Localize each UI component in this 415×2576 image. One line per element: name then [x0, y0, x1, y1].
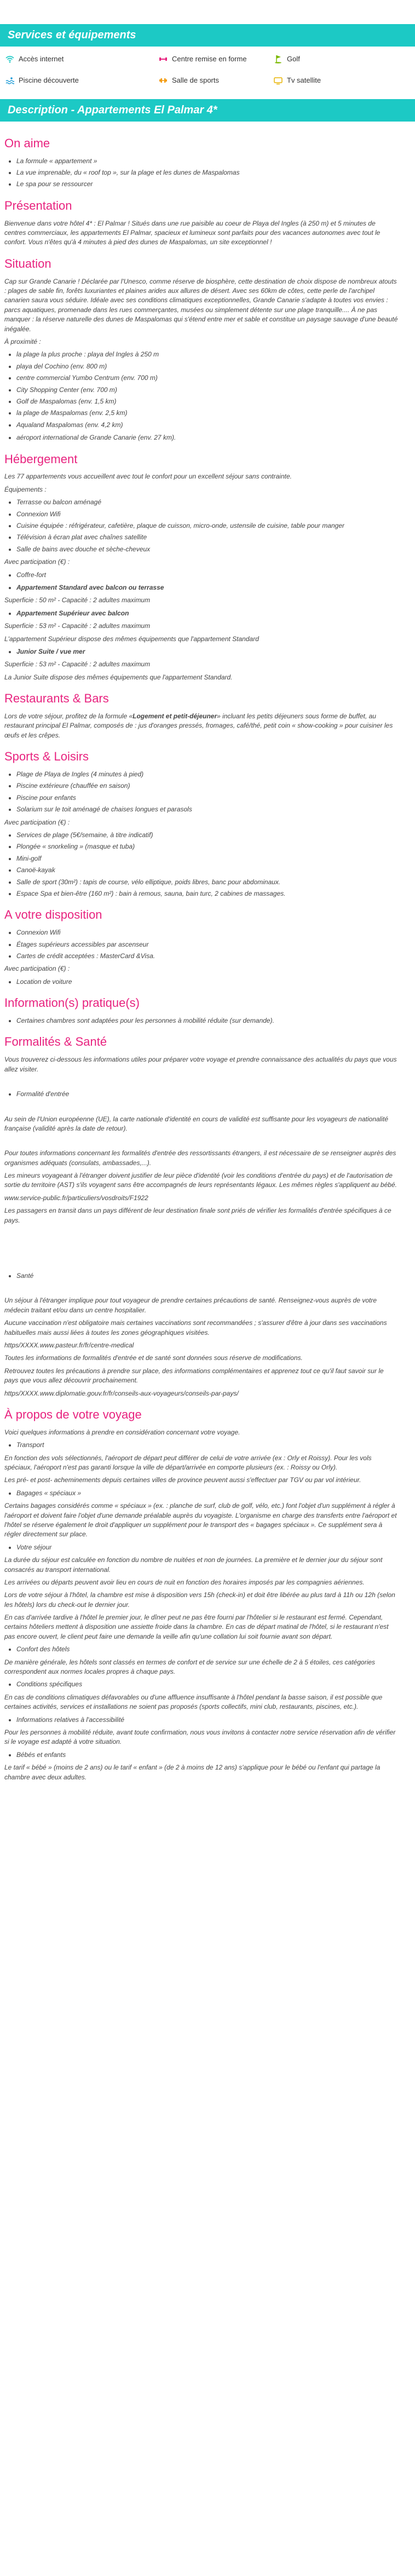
section-heading-sports: Sports & Loisirs	[4, 750, 89, 764]
airport-list	[4, 433, 399, 442]
section-heading-disposition: A votre disposition	[4, 908, 102, 922]
room-junior	[4, 647, 399, 656]
list-item: • Télévision à écran plat avec chaînes satellite	[16, 533, 399, 542]
restaurants-formula: Logement et petit-déjeuner	[132, 712, 217, 720]
wifi-icon	[5, 55, 14, 64]
proximity-label: À proximité :	[4, 338, 41, 346]
bagages-list	[4, 1489, 399, 1498]
accessibilite-list	[4, 1715, 399, 1725]
list-item: • Formalité d'entrée	[16, 1090, 399, 1099]
equipments-list	[4, 498, 399, 554]
room-title: • Appartement Supérieur avec balcon	[16, 609, 399, 618]
restaurants-text-start: Lors de votre séjour, profitez de la formule «	[4, 712, 133, 720]
list-item: • Certaines chambres sont adaptées pour les personnes à mobilité réduite (sur demande).	[16, 1016, 399, 1025]
room-standard	[4, 583, 399, 592]
apropos-text: Pour les personnes à mobilité réduite, avant toute confirmation, nous vous invitons à contacter notre service réservation afin de vérifier si le voyage est adapté à votre situation.	[4, 1728, 396, 1746]
room-description: L'appartement Supérieur dispose des mêmes équipements que l'appartement Standard	[4, 635, 259, 643]
sports-list	[4, 770, 399, 815]
apropos-text: Le tarif « bébé » (moins de 2 ans) ou le tarif « enfant » (de 2 à moins de 12 ans) s'applique pour le bébé ou l'enfant qui partage la chambre avec deux adultes.	[4, 1764, 381, 1781]
sante-text: Toutes les informations de formalités d'entrée et de santé sont données sous réserve de modifications.	[4, 1354, 303, 1362]
apropos-text: En cas de conditions climatiques défavorables ou d'une affluence insuffisante à l'hôtel pendant la basse saison, il est possible que certaines activités, services et installations ne soient pas proposés (sports collectifs, mini club, restaurants, piscines, etc.).	[4, 1693, 383, 1711]
service-internet	[5, 54, 159, 65]
list-item: • Golf de Maspalomas (env. 1,5 km)	[16, 397, 399, 406]
apropos-text: En cas d'arrivée tardive à l'hôtel le premier jour, le dîner peut ne pas être fourni par l'hôtelier si le restaurant est fermé. Cependant, certains hôteliers mettent à disposition une assiette froide dans la chambre. En cas de départ matinal de l'hôtel, si le restaurant n'est pas encore ouvert, le client peut faire une demande la veille afin qu'une collation lui soit fournie avant son départ.	[4, 1613, 389, 1640]
service-golf	[274, 54, 383, 65]
list-item: • aéroport international de Grande Canarie (env. 27 km).	[16, 433, 399, 442]
list-item: • Confort des hôtels	[16, 1645, 399, 1654]
list-item: • Plage de Playa de Ingles (4 minutes à pied)	[16, 770, 399, 779]
sante-text: Aucune vaccination n'est obligatoire mais certaines vaccinations sont recommandées ; s'assurer d'être à jour dans ses vaccinations habituelles mais aussi liées à toutes les zones géographiques visitées.	[4, 1319, 387, 1336]
list-item: • City Shopping Center (env. 700 m)	[16, 385, 399, 395]
equipments-label: Équipements :	[4, 485, 47, 493]
formalites-text: Au sein de l'Union européenne (UE), la carte nationale d'identité en cours de validité est suffisante pour les voyageurs de nationalité française (validité après la date de retour).	[4, 1115, 389, 1132]
equipment-grid	[0, 47, 415, 99]
participation-label: Avec participation (€) :	[4, 558, 70, 566]
service-label: Piscine découverte	[19, 76, 79, 84]
list-item: • Connexion Wifi	[16, 510, 399, 519]
list-item: • Plongée « snorkeling » (masque et tuba)	[16, 842, 399, 851]
list-item: • La formule « appartement »	[16, 157, 399, 166]
section-heading-presentation: Présentation	[4, 198, 72, 212]
list-item: • Le spa pour se ressourcer	[16, 180, 399, 189]
restaurants-text	[4, 712, 399, 740]
hebergement-intro: Les 77 appartements vous accueillent avec tout le confort pour un excellent séjour sans contrainte.	[4, 472, 292, 481]
fitness-icon	[159, 55, 168, 64]
list-item: • Location de voiture	[16, 977, 399, 987]
pool-icon	[5, 76, 14, 85]
list-item: • Cuisine équipée : réfrigérateur, cafetière, plaque de cuisson, micro-onde, ustensile de cuisine, table pour manger	[16, 521, 399, 531]
apropos-text: Les pré- et post- acheminements depuis certaines villes de province peuvent aussi s'effectuer par TGV ou par vol intérieur.	[4, 1476, 361, 1484]
apropos-text: La durée du séjour est calculée en fonction du nombre de nuitées et non de journées. La première et le dernier jour du séjour sont consacrés au transport international.	[4, 1556, 383, 1574]
list-item: • Solarium sur le toit aménagé de chaises longues et parasols	[16, 805, 399, 814]
section-heading-on-aime: On aime	[4, 136, 50, 150]
presentation-text: Bienvenue dans votre hôtel 4* : El Palmar ! Situés dans une rue paisible au coeur de Playa del Ingles (à 250 m) et 5 minutes de centres commerciaux, les appartements El Palmar, spacieux et lumineux sont parfaits pour des vacances autonomes avec tout le confort. Vous n'êtes qu'à 4 minutes à pied des dunes de Maspalomas, un site exceptionnel !	[4, 219, 381, 246]
list-item: • Aqualand Maspalomas (env. 4,2 km)	[16, 420, 399, 430]
restaurants-text-end: » incluant les petits déjeuners sous forme de buffet, au restaurant principal El Palmar, composés de : jus d'oranges pressés, fromages, café/thé, petit coin « show-cooking » pour cuisiner les œufs et les crêpes.	[4, 712, 393, 739]
bebes-list	[4, 1750, 399, 1760]
description-content	[0, 122, 403, 1796]
list-item: • Canoë-kayak	[16, 866, 399, 875]
sante-text: Un séjour à l'étranger implique pour tout voyageur de prendre certaines précautions de santé. Renseignez-vous auprès de votre médecin traitant et/ou dans un centre hospitalier.	[4, 1296, 377, 1314]
gym-icon	[159, 76, 168, 85]
service-label: Centre remise en forme	[172, 55, 247, 63]
service-fitness	[159, 54, 274, 65]
service-pool	[5, 76, 159, 86]
list-item: • Votre séjour	[16, 1543, 399, 1552]
list-item: • centre commercial Yumbo Centrum (env. 700 m)	[16, 373, 399, 383]
list-item: • Santé	[16, 1271, 399, 1281]
situation-text: Cap sur Grande Canarie ! Déclarée par l'Unesco, comme réserve de biosphère, cette destination de choix dispose de nombreux atouts : plages de sable fin, forêts luxuriantes et plaines arides aux allures de désert. Avec ses 60km de côtes, cette perle de l'archipel canarien saura vous séduire. Idéale avec ses conditions climatiques exceptionnelles, Grande Canarie s'adapte à toutes vos envies : parcs aquatiques, promenade dans les rues commerçantes, musées ou simplement détente sur une plage tranquille.... À ne pas manquer : la réserve naturelle des dunes de Maspalomas qui s'étend entre mer et sable et constitue un paysage sauvage d'une beauté inégalée.	[4, 277, 398, 333]
list-item: • Conditions spécifiques	[16, 1680, 399, 1689]
service-label: Tv satellite	[287, 76, 321, 84]
service-public-link[interactable]: www.service-public.fr/particuliers/vosdroits/F1922	[4, 1194, 148, 1202]
apropos-text: Les arrivées ou départs peuvent avoir lieu en cours de nuit en fonction des horaires imposés par les compagnies aériennes.	[4, 1578, 365, 1586]
formalites-text: Les mineurs voyageant à l'étranger doivent justifier de leur pièce d'identité (voir les conditions d'entrée du pays) et de l'autorisation de sortie du territoire (AST) s'ils voyagent sans être accompagnés de leurs représentants légaux. Les mêmes règles s'appliquent au bébé.	[4, 1172, 397, 1189]
formalites-intro: Vous trouverez ci-dessous les informations utiles pour préparer votre voyage et prendre connaissance des actualités du pays que vous allez visiter.	[4, 1056, 397, 1073]
list-item: • Connexion Wifi	[16, 928, 399, 937]
description-title: Description - Appartements El Palmar 4*	[0, 99, 415, 122]
list-item: • Piscine extérieure (chauffée en saison)	[16, 781, 399, 791]
room-title: • Appartement Standard avec balcon ou terrasse	[16, 583, 399, 592]
list-item: • Informations relatives à l'accessibilité	[16, 1715, 399, 1725]
apropos-text: Lors de votre séjour à l'hôtel, la chambre est mise à disposition vers 15h (check-in) et doit être libérée au plus tard à 11h ou 12h (selon les hôtels) lors du check-out le dernier jour.	[4, 1591, 395, 1609]
apropos-intro: Voici quelques informations à prendre en considération concernant votre voyage.	[4, 1428, 240, 1436]
list-item: • Bébés et enfants	[16, 1750, 399, 1760]
info-list	[4, 1016, 399, 1025]
participation-label: Avec participation (€) :	[4, 818, 70, 826]
room-title: • Junior Suite / vue mer	[16, 647, 399, 656]
list-item: • Services de plage (5€/semaine, à titre indicatif)	[16, 831, 399, 840]
room-superieur	[4, 609, 399, 618]
room-specs: Superficie : 50 m² - Capacité : 2 adultes maximum	[4, 596, 151, 604]
section-heading-formalites: Formalités & Santé	[4, 1035, 107, 1049]
participation-list	[4, 570, 399, 580]
section-heading-info: Information(s) pratique(s)	[4, 996, 140, 1010]
formalites-entry-list	[4, 1090, 399, 1099]
service-label: Accès internet	[19, 55, 64, 63]
service-tv	[274, 76, 383, 86]
transport-list	[4, 1440, 399, 1450]
proximity-list	[4, 350, 399, 430]
list-item: • Transport	[16, 1440, 399, 1450]
list-item: • Étages supérieurs accessibles par ascenseur	[16, 940, 399, 949]
apropos-text: En fonction des vols sélectionnés, l'aéroport de départ peut différer de celui de votre arrivée (ex : Orly et Roissy). Pour les vols spéciaux, l'aéroport n'est pas garanti lorsque la ville de départ/arrivée en comporte plusieurs (ex. : Roissy ou Orly).	[4, 1454, 372, 1472]
disposition-list	[4, 928, 399, 961]
service-label: Salle de sports	[172, 76, 219, 84]
list-item: • la plage de Maspalomas (env. 2,5 km)	[16, 408, 399, 418]
list-item: • la plage la plus proche : playa del Ingles à 250 m	[16, 350, 399, 359]
confort-list	[4, 1645, 399, 1654]
sante-text: Retrouvez toutes les précautions à prendre sur place, des informations complémentaires et apprenez tout ce qu'il faut savoir sur le pays que vous allez découvrir prochainement.	[4, 1367, 384, 1385]
list-item: • playa del Cochino (env. 800 m)	[16, 362, 399, 371]
sports-paid-list	[4, 831, 399, 898]
disposition-paid-list	[4, 977, 399, 987]
pasteur-link[interactable]: https/XXXX.www.pasteur.fr/fr/centre-medical	[4, 1341, 134, 1349]
list-item: • Salle de sport (30m²) : tapis de course, vélo elliptique, poids libres, banc pour abdominaux.	[16, 878, 399, 887]
formalites-text: Pour toutes informations concernant les formalités d'entrée des ressortissants étrangers, il est nécessaire de se renseigner auprès des organismes adéquats (consulats, ambassades,...).	[4, 1149, 396, 1167]
service-gym	[159, 76, 274, 86]
formalites-text: Les passagers en transit dans un pays différent de leur destination finale sont priés de vérifier les formalités d'entrée spécifiques à ce pays.	[4, 1207, 391, 1224]
list-item: • La vue imprenable, du « roof top », sur la plage et les dunes de Maspalomas	[16, 168, 399, 177]
list-item: • Espace Spa et bien-être (160 m²) : bain à remous, sauna, bain turc, 2 cabines de massages.	[16, 889, 399, 898]
room-description: La Junior Suite dispose des mêmes équipements que l'appartement Standard.	[4, 673, 233, 681]
diplomatie-link[interactable]: https/XXXX.www.diplomatie.gouv.fr/fr/conseils-aux-voyageurs/conseils-par-pays/	[4, 1389, 239, 1397]
apropos-text: Certains bagages considérés comme « spéciaux » (ex. : planche de surf, club de golf, vélo, etc.) font l'objet d'un supplément à régler à l'aéroport et doivent faire l'objet d'une demande préalable auprès du voyagiste. L'organisme en charge des transferts entre l'aéroport et l'hôtel se réserve également le droit d'appliquer un supplément pour le transport des « bagages spéciaux ». Ce supplément sera à régler directement sur place.	[4, 1502, 397, 1538]
list-item: • Cartes de crédit acceptées : MasterCard &Visa.	[16, 952, 399, 961]
section-heading-restaurants: Restaurants & Bars	[4, 691, 109, 706]
section-heading-hebergement: Hébergement	[4, 452, 78, 466]
on-aime-list	[4, 157, 399, 189]
list-item: • Coffre-fort	[16, 570, 399, 580]
golf-icon	[274, 55, 283, 64]
list-item: • Piscine pour enfants	[16, 793, 399, 803]
room-specs: Superficie : 53 m² - Capacité : 2 adultes maximum	[4, 622, 151, 630]
list-item: • Salle de bains avec douche et sèche-cheveux	[16, 545, 399, 554]
list-item: • Terrasse ou balcon aménagé	[16, 498, 399, 507]
service-label: Golf	[287, 55, 300, 63]
tv-icon	[274, 76, 283, 85]
sante-list	[4, 1271, 399, 1281]
list-item: • Bagages « spéciaux »	[16, 1489, 399, 1498]
participation-label: Avec participation (€) :	[4, 965, 70, 973]
services-title: Services et équipements	[0, 24, 415, 47]
section-heading-situation: Situation	[4, 256, 51, 270]
apropos-text: De manière générale, les hôtels sont classés en termes de confort et de service sur une échelle de 2 à 5 étoiles, ces catégories correspondent aux normes locales propres à chaque pays.	[4, 1658, 376, 1676]
conditions-list	[4, 1680, 399, 1689]
room-specs: Superficie : 53 m² - Capacité : 2 adultes maximum	[4, 660, 151, 669]
list-item: • Mini-golf	[16, 854, 399, 863]
section-heading-apropos: À propos de votre voyage	[4, 1407, 142, 1421]
sejour-list	[4, 1543, 399, 1552]
